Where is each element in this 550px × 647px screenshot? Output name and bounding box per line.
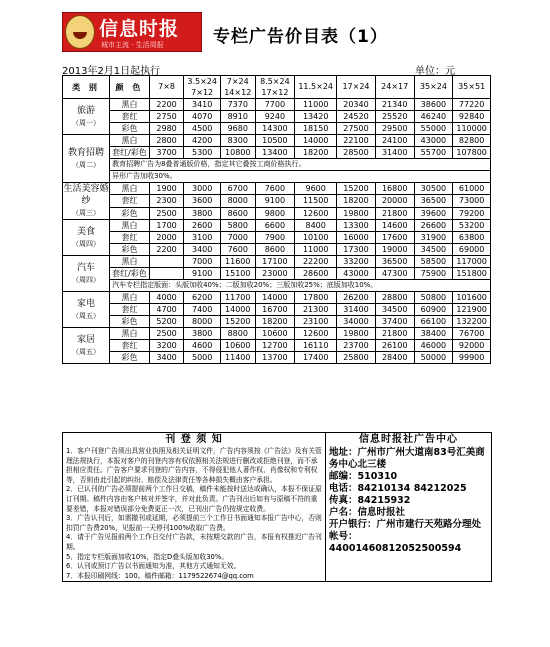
price-cell: 3000 [184, 183, 221, 195]
price-cell: 14000 [220, 304, 255, 316]
price-cell: 4700 [149, 304, 184, 316]
price-cell: 4500 [184, 123, 221, 135]
size-header [220, 76, 255, 99]
price-cell: 26100 [375, 340, 414, 352]
note-row [63, 159, 491, 171]
color-cell: 套红 [110, 111, 150, 123]
newspaper-logo [62, 12, 202, 52]
price-cell: 27500 [337, 123, 376, 135]
price-cell: 21800 [375, 207, 414, 219]
table-row [63, 135, 491, 147]
table-row [63, 123, 491, 135]
price-cell: 3100 [184, 232, 221, 244]
price-cell: 2500 [149, 328, 184, 340]
price-cell: 66100 [414, 316, 453, 328]
ad-center-line: 电话：84210134 84212025 [329, 483, 467, 494]
price-cell: 107800 [453, 147, 491, 159]
color-cell: 黑白 [110, 183, 150, 195]
price-cell: 4600 [184, 340, 221, 352]
price-cell: 15100 [220, 268, 255, 280]
size-header-line2: 17×12 [261, 88, 289, 97]
notice-item: 6．认刊或预订广告以书面通知为准，其他方式通知无效。 [66, 562, 241, 571]
color-cell: 黑白 [110, 135, 150, 147]
note-row [63, 171, 491, 183]
color-cell: 彩色 [110, 352, 150, 364]
price-cell: 1900 [149, 183, 184, 195]
price-cell: 9100 [184, 268, 221, 280]
price-cell: 79200 [453, 207, 491, 219]
color-cell: 黑白 [110, 99, 150, 111]
price-cell: 18200 [255, 316, 295, 328]
price-cell: 4070 [184, 111, 221, 123]
price-cell: 110000 [453, 123, 491, 135]
price-cell: 117000 [453, 256, 491, 268]
size-header-line1: 3.5×24 [187, 77, 217, 86]
price-cell: 20340 [337, 99, 376, 111]
size-header-line2: 14×12 [224, 88, 252, 97]
size-header-line1: 35×24 [419, 82, 447, 91]
table-row [63, 328, 491, 340]
price-cell: 6600 [255, 220, 295, 232]
logo-slogan: 城市主流 · 生活周报 [101, 41, 164, 49]
price-cell: 16000 [337, 232, 376, 244]
price-cell: 24520 [337, 111, 376, 123]
price-cell: 55000 [414, 123, 453, 135]
table-row [63, 292, 491, 304]
ad-center-contact [326, 447, 491, 555]
price-cell: 31900 [414, 232, 453, 244]
table-row [63, 340, 491, 352]
size-header-line1: 7×24 [226, 77, 249, 86]
price-cell: 18150 [295, 123, 337, 135]
size-header [255, 76, 295, 99]
category-day: （周一） [72, 118, 101, 127]
price-cell: 55700 [414, 147, 453, 159]
color-cell: 彩色 [110, 123, 150, 135]
color-cell: 套红 [110, 304, 150, 316]
price-cell: 19800 [337, 328, 376, 340]
price-cell: 5800 [220, 220, 255, 232]
price-cell: 18200 [337, 195, 376, 207]
price-cell: 10600 [255, 328, 295, 340]
price-cell: 53200 [453, 220, 491, 232]
table-header-row [63, 76, 491, 99]
price-cell: 14300 [255, 123, 295, 135]
color-cell: 套红/彩色 [110, 268, 150, 280]
price-cell: 73000 [453, 195, 491, 207]
price-cell: 13400 [255, 147, 295, 159]
category-name: 家居 [77, 334, 96, 345]
price-cell: 8000 [184, 316, 221, 328]
price-cell [149, 256, 184, 268]
price-cell: 8300 [220, 135, 255, 147]
size-header-line1: 8.5×24 [260, 77, 290, 86]
price-cell [149, 268, 184, 280]
price-cell: 76700 [453, 328, 491, 340]
category-name: 汽车 [77, 262, 96, 273]
price-cell: 36500 [375, 256, 414, 268]
table-row [63, 232, 491, 244]
price-cell: 19800 [337, 207, 376, 219]
category-cell [63, 220, 110, 256]
table-row [63, 99, 491, 111]
price-cell: 28400 [375, 352, 414, 364]
price-cell: 26200 [337, 292, 376, 304]
price-cell: 23000 [255, 268, 295, 280]
price-cell: 34000 [337, 316, 376, 328]
section-note: 教育招聘广告为8叠普通版价格，指定其它叠按工商价格执行。 [110, 159, 491, 171]
price-cell: 9240 [255, 111, 295, 123]
category-cell [63, 292, 110, 328]
price-cell: 4200 [184, 135, 221, 147]
price-cell: 20000 [375, 195, 414, 207]
price-cell: 17600 [375, 232, 414, 244]
price-cell: 31400 [337, 304, 376, 316]
color-cell: 套红 [110, 195, 150, 207]
info-table [62, 432, 492, 582]
color-cell: 黑白 [110, 256, 150, 268]
price-cell: 12600 [295, 207, 337, 219]
price-cell: 7600 [220, 244, 255, 256]
category-name: 家电 [77, 298, 96, 309]
ad-center-line: 地址：广州市广州大道南83号汇美商务中心北三楼 [329, 447, 485, 470]
category-day: （周三） [72, 209, 101, 217]
color-cell: 彩色 [110, 207, 150, 219]
category-cell [63, 135, 110, 183]
price-cell: 7370 [220, 99, 255, 111]
ad-center-line: 传真：84215932 [329, 495, 411, 506]
price-cell: 25520 [375, 111, 414, 123]
price-cell: 16110 [295, 340, 337, 352]
price-cell: 92000 [453, 340, 491, 352]
price-table [62, 75, 491, 364]
notice-item: 7．本报印刷网线：100。稿件邮箱：1179522674@qq.com [66, 571, 254, 580]
price-cell: 3400 [149, 352, 184, 364]
price-cell: 99900 [453, 352, 491, 364]
table-row [63, 111, 491, 123]
effective-date: 2013年2月1日起执行 [62, 66, 161, 77]
ad-center-line: 开户银行：广州市建行天苑路分理处 [329, 519, 482, 530]
price-cell: 3700 [149, 147, 184, 159]
price-cell: 3400 [184, 244, 221, 256]
price-cell: 28800 [375, 292, 414, 304]
table-row [63, 244, 491, 256]
price-cell: 10500 [255, 135, 295, 147]
price-cell: 2200 [149, 244, 184, 256]
price-cell: 39600 [414, 207, 453, 219]
price-cell: 10600 [220, 340, 255, 352]
price-cell: 2750 [149, 111, 184, 123]
category-cell [63, 99, 110, 135]
price-cell: 11000 [295, 99, 337, 111]
price-cell: 7000 [220, 232, 255, 244]
price-cell: 43000 [414, 135, 453, 147]
size-header [453, 76, 491, 99]
category-day: （周五） [72, 311, 101, 320]
price-cell: 46240 [414, 111, 453, 123]
price-cell: 17800 [295, 292, 337, 304]
price-cell: 61000 [453, 183, 491, 195]
price-cell: 4000 [149, 292, 184, 304]
price-cell: 2500 [149, 207, 184, 219]
price-cell: 121900 [453, 304, 491, 316]
price-cell: 8800 [220, 328, 255, 340]
price-cell: 6700 [220, 183, 255, 195]
price-cell: 92840 [453, 111, 491, 123]
price-cell: 11600 [220, 256, 255, 268]
category-name: 教育招聘 [68, 147, 105, 158]
note-row [63, 280, 491, 292]
price-cell: 7000 [184, 256, 221, 268]
price-cell: 29500 [375, 123, 414, 135]
table-row [63, 256, 491, 268]
price-cell: 11000 [295, 244, 337, 256]
price-cell: 28500 [337, 147, 376, 159]
price-cell: 8400 [295, 220, 337, 232]
price-cell: 14600 [375, 220, 414, 232]
price-cell: 16800 [375, 183, 414, 195]
size-header-line1: 17×24 [342, 82, 370, 91]
price-cell: 3800 [184, 328, 221, 340]
price-cell: 3200 [149, 340, 184, 352]
size-header [337, 76, 376, 99]
color-cell: 套红 [110, 340, 150, 352]
price-cell: 23100 [295, 316, 337, 328]
price-cell: 9600 [295, 183, 337, 195]
price-cell: 21340 [375, 99, 414, 111]
price-cell: 13420 [295, 111, 337, 123]
size-header-line2: 7×12 [191, 88, 214, 97]
table-row [63, 304, 491, 316]
price-cell: 7600 [255, 183, 295, 195]
ad-center-title: 信息时报社广告中心 [359, 434, 458, 445]
ad-center-line: 户名：信息时报社 [329, 507, 406, 518]
price-cell: 46000 [414, 340, 453, 352]
table-row [63, 195, 491, 207]
size-header-line1: 35×51 [458, 82, 486, 91]
price-cell: 10100 [295, 232, 337, 244]
price-cell: 101600 [453, 292, 491, 304]
price-cell: 14000 [295, 135, 337, 147]
price-cell: 11500 [295, 195, 337, 207]
price-cell: 47300 [375, 268, 414, 280]
price-cell: 12600 [295, 328, 337, 340]
price-cell: 82800 [453, 135, 491, 147]
size-header [149, 76, 184, 99]
size-header [375, 76, 414, 99]
ad-center-line: 帐号：44001460812052500594 [329, 531, 462, 554]
price-cell: 5300 [184, 147, 221, 159]
mascot-face-icon [65, 15, 95, 49]
notice-item: 1．客户刊登广告须出具营业执照及相关证明文件，广告内容须按《广告法》及有关管理法规执行，本报对客户的刊登内容有权依照相关法规进行删改或拒绝刊登，而不承担相应责任。广告客户要求刊登的广告内容，不得侵犯他人著作权、肖像权和专利权等，否则由此引起的纠纷、赔偿及法律责任等各种损失概由客户承担。 [66, 447, 322, 484]
price-cell: 17400 [295, 352, 337, 364]
price-cell: 3600 [184, 195, 221, 207]
price-cell: 33200 [337, 256, 376, 268]
price-cell: 63800 [453, 232, 491, 244]
price-cell: 17300 [337, 244, 376, 256]
price-cell: 2300 [149, 195, 184, 207]
category-cell [63, 256, 110, 292]
price-cell: 69000 [453, 244, 491, 256]
price-cell: 9100 [255, 195, 295, 207]
price-cell: 28600 [295, 268, 337, 280]
color-cell: 黑白 [110, 220, 150, 232]
notice-item: 3．广告认刊后，如需撤刊或延期，必须提前三个工作日书面通知本报广告中心，否则扣罚广告费20%，见报前一天停刊100%收取广告费。 [66, 514, 322, 532]
category-name: 生活美容婚纱 [63, 184, 109, 206]
table-row [63, 268, 491, 280]
size-header-line1: 24×17 [381, 82, 409, 91]
price-cell: 2800 [149, 135, 184, 147]
category-name: 旅游 [77, 105, 96, 116]
section-note: 异形广告加收30%。 [110, 171, 491, 183]
price-cell: 151800 [453, 268, 491, 280]
price-cell: 2600 [184, 220, 221, 232]
table-row [63, 220, 491, 232]
price-cell: 3410 [184, 99, 221, 111]
price-cell: 1700 [149, 220, 184, 232]
price-cell: 5000 [184, 352, 221, 364]
price-cell: 7400 [184, 304, 221, 316]
price-cell: 3800 [184, 207, 221, 219]
price-cell: 34500 [375, 304, 414, 316]
price-cell: 2000 [149, 232, 184, 244]
price-cell: 38600 [414, 99, 453, 111]
price-cell: 11400 [220, 352, 255, 364]
color-cell: 黑白 [110, 328, 150, 340]
price-cell: 2200 [149, 99, 184, 111]
header-category: 类 别 [63, 76, 110, 99]
table-row [63, 352, 491, 364]
table-row [63, 147, 491, 159]
size-header-line1: 11.5×24 [298, 82, 334, 91]
color-cell: 彩色 [110, 244, 150, 256]
size-header-line1: 7×8 [158, 82, 176, 91]
price-cell: 15200 [220, 316, 255, 328]
category-day: （周五） [72, 347, 101, 356]
notice-title: 刊 登 须 知 [165, 434, 223, 445]
price-cell: 24100 [375, 135, 414, 147]
notice-item: 5．指定专栏版面加收10%，指定D叠头版加收30%。 [66, 552, 229, 561]
price-cell: 31400 [375, 147, 414, 159]
price-cell: 60900 [414, 304, 453, 316]
price-cell: 21300 [295, 304, 337, 316]
price-cell: 18200 [295, 147, 337, 159]
price-cell: 13700 [255, 352, 295, 364]
price-cell: 34500 [414, 244, 453, 256]
notice-list [63, 447, 325, 581]
price-cell: 37400 [375, 316, 414, 328]
size-header [295, 76, 337, 99]
price-cell: 15200 [337, 183, 376, 195]
price-cell: 2980 [149, 123, 184, 135]
price-cell: 19000 [375, 244, 414, 256]
price-cell: 75900 [414, 268, 453, 280]
table-row [63, 207, 491, 219]
price-cell: 50000 [414, 352, 453, 364]
price-cell: 17100 [255, 256, 295, 268]
color-cell: 彩色 [110, 316, 150, 328]
price-cell: 16700 [255, 304, 295, 316]
price-cell: 21800 [375, 328, 414, 340]
ad-center-line: 邮编：510310 [329, 471, 398, 482]
price-cell: 43000 [337, 268, 376, 280]
notice-item: 2．已认刊的广告必须提前两个工作日交稿，稿件未能按时送达或确认，本报不保证原订刊期。稿件内容由客户核对并签字，并对此负责。广告刊出后如有与原稿不符的重要差错，本报对错误部分免费更正一次，已刊出广告仍按规定收费。 [66, 485, 322, 513]
price-cell: 5200 [149, 316, 184, 328]
price-cell: 58500 [414, 256, 453, 268]
price-cell: 10800 [220, 147, 255, 159]
price-cell: 12700 [255, 340, 295, 352]
price-cell: 22100 [337, 135, 376, 147]
price-cell: 7900 [255, 232, 295, 244]
price-cell: 9800 [255, 207, 295, 219]
unit-label: 单位：元 [415, 66, 455, 77]
color-cell: 套红 [110, 232, 150, 244]
section-note: 汽车专栏指定版面：头版加收40%；二版加收20%；三版加收25%；底版加收10%。 [110, 280, 491, 292]
price-cell: 8600 [220, 207, 255, 219]
price-cell: 132200 [453, 316, 491, 328]
price-cell: 36500 [414, 195, 453, 207]
price-cell: 13300 [337, 220, 376, 232]
price-cell: 11700 [220, 292, 255, 304]
category-cell [63, 328, 110, 364]
logo-brand-text: 信息时报 [99, 18, 180, 40]
price-cell: 8600 [255, 244, 295, 256]
category-name: 美食 [77, 226, 96, 237]
price-cell: 6200 [184, 292, 221, 304]
ad-center-box [326, 433, 492, 582]
price-cell: 26600 [414, 220, 453, 232]
price-cell: 22200 [295, 256, 337, 268]
price-cell: 50800 [414, 292, 453, 304]
category-day: （周四） [72, 239, 101, 248]
notice-box [63, 433, 326, 582]
price-cell: 77220 [453, 99, 491, 111]
price-cell: 7700 [255, 99, 295, 111]
table-row [63, 183, 491, 195]
price-cell: 30500 [414, 183, 453, 195]
category-cell [63, 183, 110, 220]
price-cell: 8000 [220, 195, 255, 207]
price-cell: 25800 [337, 352, 376, 364]
size-header [414, 76, 453, 99]
price-cell: 14000 [255, 292, 295, 304]
price-cell: 9680 [220, 123, 255, 135]
table-row [63, 316, 491, 328]
price-cell: 38400 [414, 328, 453, 340]
page-title: 专栏广告价目表（1） [213, 27, 388, 47]
category-day: （周二） [72, 160, 101, 169]
price-cell: 8910 [220, 111, 255, 123]
color-cell: 黑白 [110, 292, 150, 304]
color-cell: 套红/彩色 [110, 147, 150, 159]
size-header [184, 76, 221, 99]
notice-item: 4．请于广告见报前两个工作日交付广告款，未按期交款的广告，本报有权推迟广告刊期。 [66, 533, 322, 551]
price-cell: 23700 [337, 340, 376, 352]
category-day: （周四） [72, 275, 101, 284]
header-color: 颜 色 [110, 76, 150, 99]
